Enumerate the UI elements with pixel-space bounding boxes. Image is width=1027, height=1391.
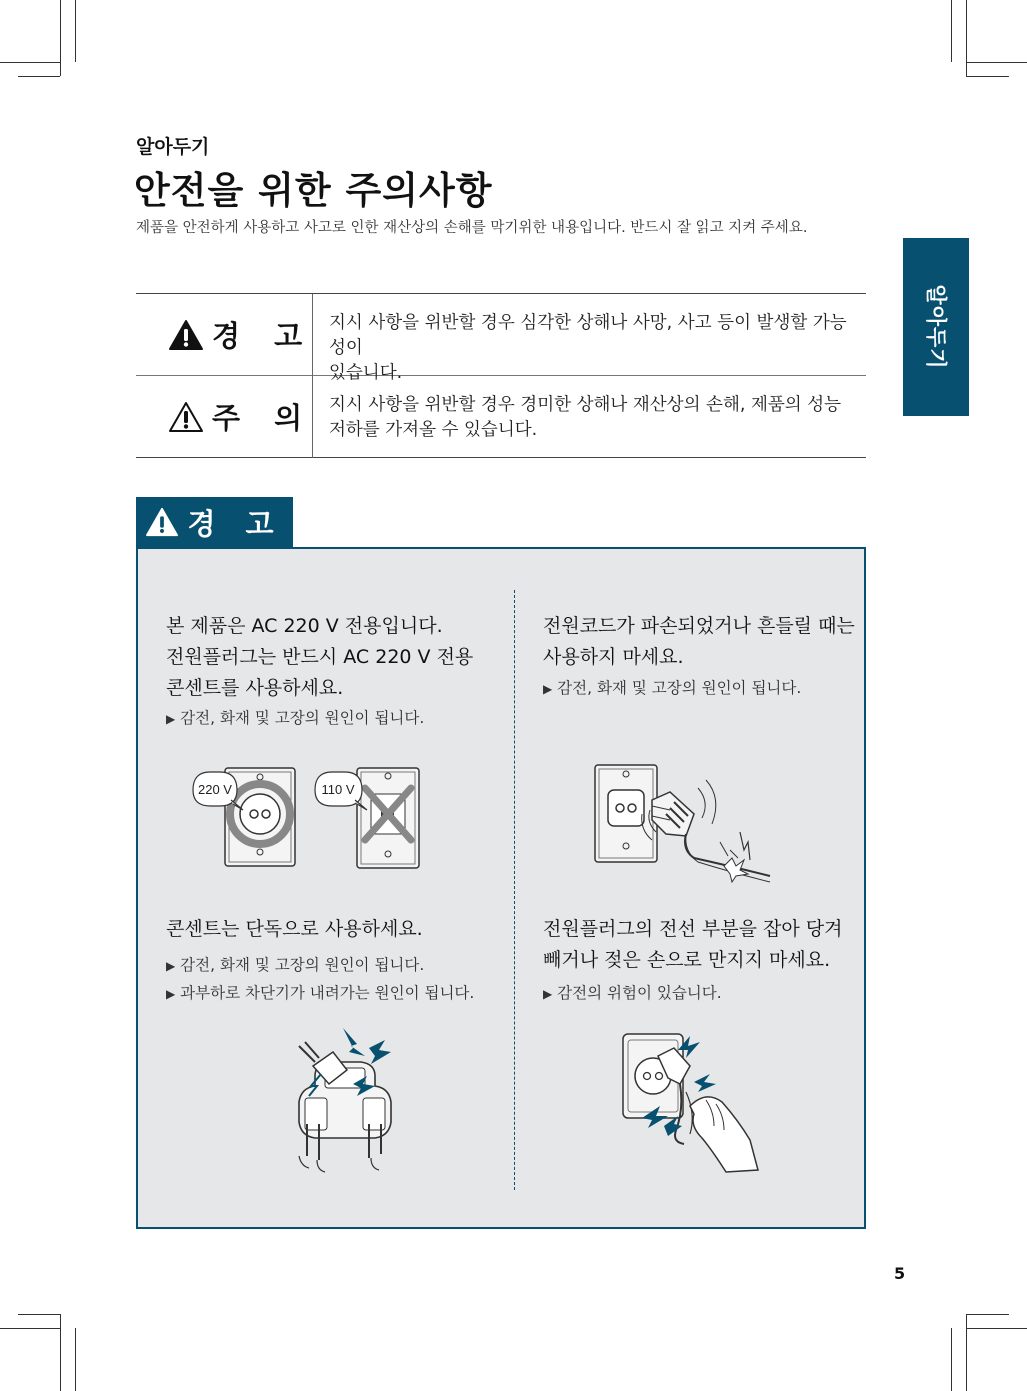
warning-item-bullet	[543, 981, 722, 1003]
warning-item-bullet	[543, 676, 801, 698]
caution-outline-icon	[168, 401, 204, 433]
title-line: 전원플러그는 반드시 AC 220 V 전용	[166, 646, 474, 668]
warning-item-bullet	[166, 706, 424, 728]
warning-item-title	[166, 611, 473, 704]
damaged-cord-illustration	[590, 762, 775, 887]
crop-mark	[966, 1314, 1009, 1315]
bullet-text: 감전, 화재 및 고장의 원인이 됩니다.	[557, 679, 802, 697]
page-title: 안전을 위한 주의사항	[134, 169, 493, 212]
side-tab	[903, 238, 969, 416]
crop-mark	[75, 0, 76, 62]
bullet-text: 감전, 화재 및 고장의 원인이 됩니다.	[180, 956, 425, 974]
crop-mark	[951, 0, 952, 62]
crop-mark	[60, 0, 61, 76]
wet-hand-plug-illustration	[618, 1030, 763, 1175]
crop-mark	[75, 1328, 76, 1391]
warning-filled-icon	[168, 319, 204, 351]
panel-divider	[514, 590, 515, 1190]
warning-item-title	[166, 914, 423, 945]
table-rule	[136, 457, 866, 458]
title-line: 사용하지 마세요.	[543, 646, 684, 668]
warning-section-tab	[136, 497, 293, 547]
title-line: 빼거나 젖은 손으로 만지지 마세요.	[543, 949, 831, 971]
desc-line: 저하를 가져올 수 있습니다.	[329, 420, 538, 440]
legend-warning	[168, 314, 314, 355]
crop-mark	[966, 76, 1009, 77]
title-line: 전원플러그의 전선 부분을 잡아 당겨	[543, 918, 843, 940]
title-line: 콘센트는 단독으로 사용하세요.	[166, 918, 423, 940]
desc-line: 지시 사항을 위반할 경우 심각한 상해나 사망, 사고 등이 발생할 가능성이	[329, 313, 847, 358]
crop-mark	[0, 62, 60, 63]
crop-mark	[951, 1328, 952, 1391]
bullet-marker: ▶	[166, 712, 176, 726]
bullet-marker: ▶	[166, 959, 176, 973]
warning-item-bullet	[166, 953, 424, 975]
table-rule	[136, 293, 866, 294]
warning-icon	[145, 507, 179, 537]
crop-mark	[18, 1314, 60, 1315]
page-number: 5	[894, 1264, 906, 1283]
bullet-marker: ▶	[543, 987, 553, 1001]
side-tab-label: 알아두기	[924, 284, 948, 370]
title-line: 콘센트를 사용하세요.	[166, 677, 344, 699]
legend-caution-label: 주 의	[212, 401, 315, 435]
bullet-text: 감전, 화재 및 고장의 원인이 됩니다.	[180, 709, 425, 727]
page-subtitle: 제품을 안전하게 사용하고 사고로 인한 재산상의 손해를 막기위한 내용입니다. 반드시 잘 읽고 지켜 주세요.	[136, 220, 808, 236]
outlet-voltage-illustration	[185, 762, 425, 872]
voltage-label-110: 110 V	[321, 782, 355, 797]
crop-mark	[18, 76, 60, 77]
title-line: 본 제품은 AC 220 V 전용입니다.	[166, 615, 443, 637]
section-eyebrow: 알아두기	[136, 136, 210, 158]
bullet-text: 감전의 위험이 있습니다.	[557, 984, 722, 1002]
legend-caution-desc	[329, 393, 859, 443]
crop-mark	[60, 1314, 61, 1391]
outlet-110v	[357, 768, 419, 868]
crop-mark	[966, 0, 967, 76]
warning-item-title	[543, 611, 855, 673]
title-line: 전원코드가 파손되었거나 흔들릴 때는	[543, 615, 855, 637]
multi-plug-overload-illustration	[285, 1026, 405, 1176]
warning-item-bullet	[166, 981, 474, 1003]
legend-warning-desc	[329, 311, 859, 386]
bullet-text: 과부하로 차단기가 내려가는 원인이 됩니다.	[180, 984, 475, 1002]
crop-mark	[0, 1328, 60, 1329]
warning-item-title	[543, 914, 842, 976]
crop-mark	[966, 62, 1027, 63]
bullet-marker: ▶	[166, 987, 176, 1001]
legend-warning-label: 경 고	[212, 319, 315, 353]
legend-caution	[168, 396, 314, 437]
crop-mark	[966, 1328, 1027, 1329]
desc-line: 있습니다.	[329, 363, 403, 383]
voltage-label-220: 220 V	[198, 782, 232, 797]
bullet-marker: ▶	[543, 682, 553, 696]
warning-section-label: 경 고	[187, 506, 284, 541]
crop-mark	[966, 1314, 967, 1391]
desc-line: 지시 사항을 위반할 경우 경미한 상해나 재산상의 손해, 제품의 성능	[329, 395, 842, 415]
